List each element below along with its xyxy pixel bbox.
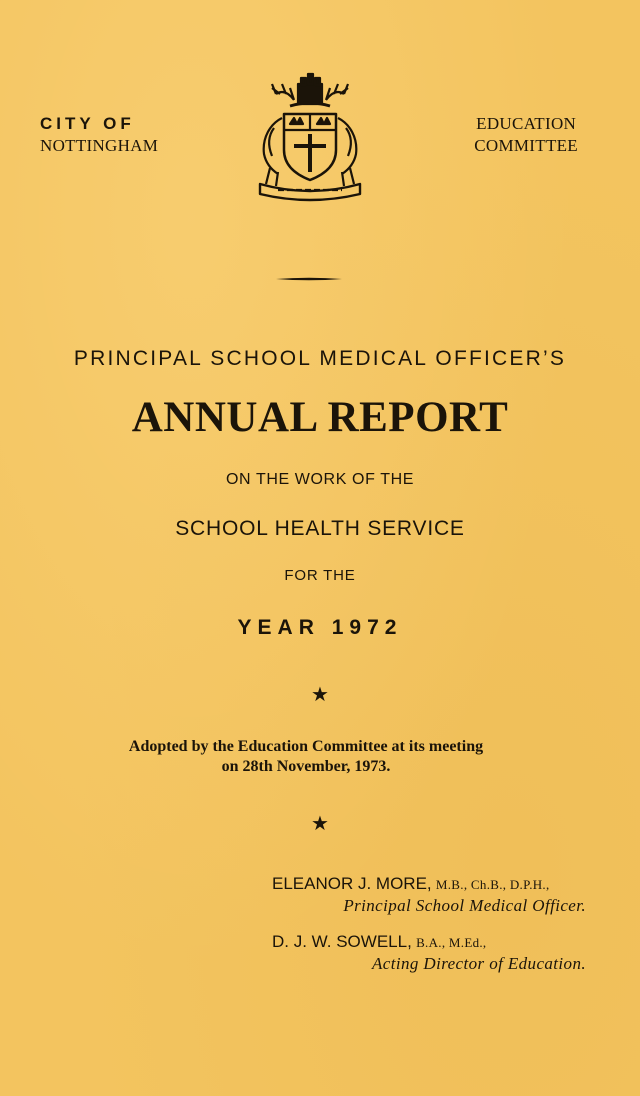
star-icon: ★ <box>311 684 329 706</box>
signatory-qualifications: M.B., Ch.B., D.P.H., <box>435 877 550 892</box>
city-line-2: NOTTINGHAM <box>40 136 159 155</box>
report-year: YEAR 1972 <box>237 616 403 639</box>
adoption-line-2: on 28th November, 1973. <box>221 758 391 775</box>
city-name <box>40 113 158 157</box>
signatory-role: Acting Director of Education. <box>372 954 586 973</box>
committee-line-2: COMMITTEE <box>474 136 578 155</box>
adoption-note <box>0 737 612 777</box>
city-line-1: CITY OF <box>40 114 135 133</box>
committee-name <box>474 113 578 157</box>
committee-line-1: EDUCATION <box>476 114 577 133</box>
decorative-rule <box>276 277 342 281</box>
report-heading-line-3: ON THE WORK OF THE <box>226 471 414 488</box>
report-heading-line-1: PRINCIPAL SCHOOL MEDICAL OFFICER’S <box>73 347 567 370</box>
signatory-name: D. J. W. SOWELL, <box>272 932 412 951</box>
signatory-qualifications: B.A., M.Ed., <box>416 935 487 950</box>
coat-of-arms-icon <box>252 72 368 204</box>
report-heading-line-5: FOR THE <box>284 567 356 584</box>
signatory-name: ELEANOR J. MORE, <box>272 874 432 893</box>
report-title: ANNUAL REPORT <box>131 394 509 441</box>
adoption-line-1: Adopted by the Education Committee at its meeting <box>128 738 484 755</box>
star-icon: ★ <box>311 813 329 835</box>
signatory-role: Principal School Medical Officer. <box>343 896 586 915</box>
signatory-2 <box>272 931 586 974</box>
signatory-1 <box>272 873 586 916</box>
report-heading-line-4: SCHOOL HEALTH SERVICE <box>175 517 465 540</box>
